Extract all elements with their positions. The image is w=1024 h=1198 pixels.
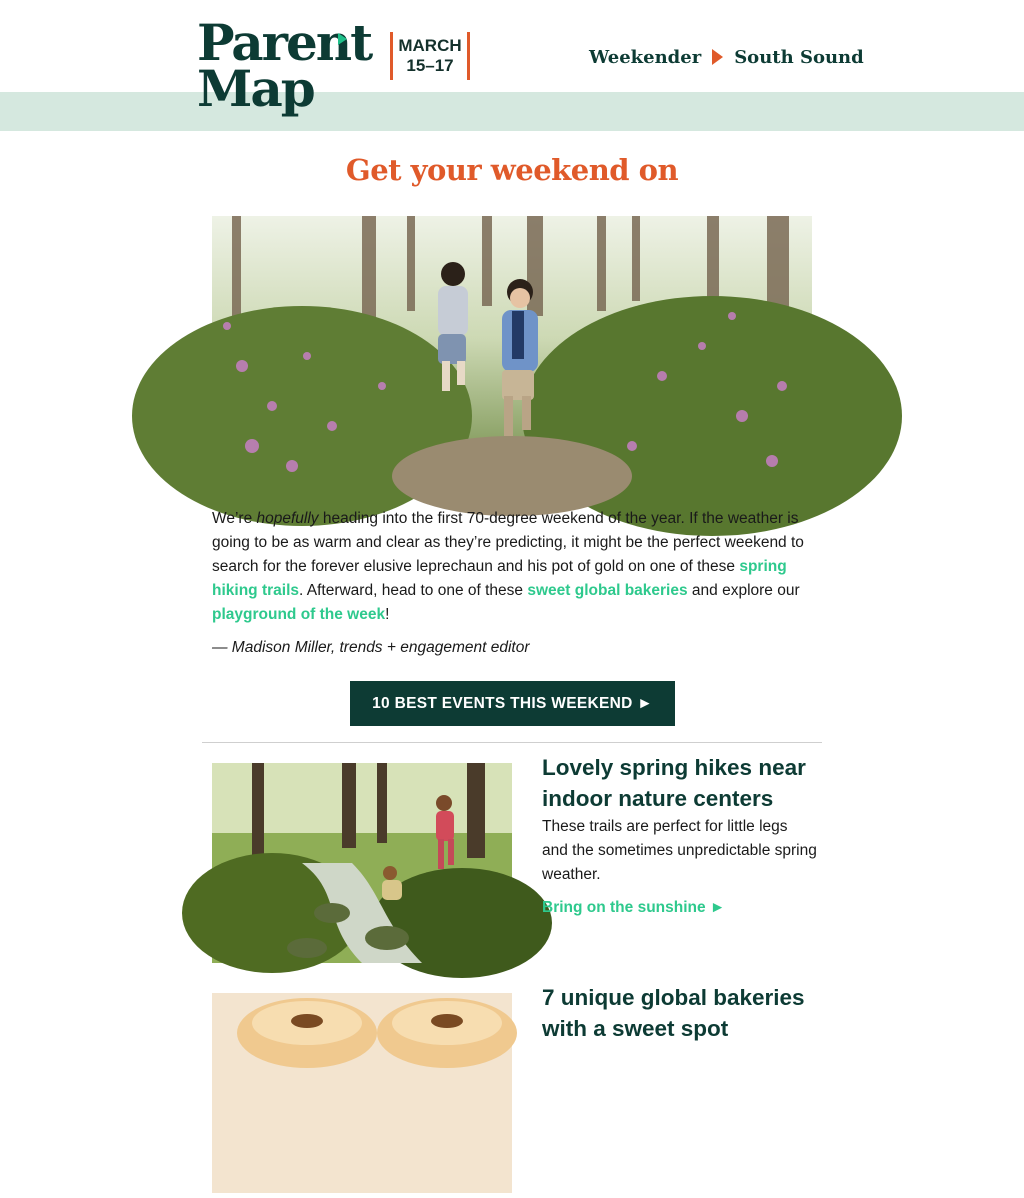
date-badge — [390, 32, 470, 80]
hero-image[interactable] — [212, 216, 812, 487]
story-title-bakeries[interactable]: 7 unique global bakeries with a sweet spot — [542, 985, 805, 1041]
header-band — [0, 92, 1024, 131]
bring-on-the-sunshine-link[interactable]: Bring on the sunshine ► — [542, 899, 726, 916]
logo-word-parent: Parent — [197, 13, 372, 72]
playground-of-the-week-link[interactable]: playground of the week — [212, 606, 386, 623]
logo-word-map: Map — [197, 59, 314, 118]
intro-text-3: . Afterward, head to one of these — [299, 582, 528, 599]
intro-italic: hopefully — [256, 510, 319, 527]
intro-paragraph — [212, 507, 816, 627]
edition-label — [589, 44, 864, 70]
date-days: 15–17 — [406, 56, 454, 75]
date-month: MARCH — [398, 36, 462, 55]
story-title-hikes[interactable]: Lovely spring hikes near indoor nature centers — [542, 755, 806, 811]
newsletter-headline: Get your weekend on — [345, 153, 679, 187]
best-events-button[interactable]: 10 BEST EVENTS THIS WEEKEND ► — [350, 681, 675, 726]
section-divider — [202, 742, 822, 743]
story-image-bakeries[interactable] — [212, 993, 512, 1193]
bakery-pastries-photo-icon — [212, 993, 512, 1193]
header — [0, 0, 1024, 131]
editor-byline: — Madison Miller, trends + engagement editor — [212, 639, 530, 656]
spring-hiking-trails-link[interactable]: spring hiking trails — [212, 558, 787, 599]
intro-text-5: ! — [385, 606, 390, 623]
logo-play-icon — [338, 33, 347, 45]
intro-text-1: We’re — [212, 510, 257, 527]
parentmap-logo[interactable] — [197, 13, 372, 120]
sweet-global-bakeries-link[interactable]: sweet global bakeries — [527, 582, 688, 599]
story-body-hikes: These trails are perfect for little legs and the sometimes unpredictable spring weather. — [542, 818, 817, 883]
edition-weekender: Weekender — [589, 46, 702, 68]
intro-text-4: and explore our — [687, 582, 800, 599]
intro-text-2: heading into the first 70-degree weekend of the year. If the weather is going to be as warm and clear as they’re predicting, it might be the perfect weekend to search for the forever elusive leprechaun and his pot of gold on one of these — [212, 510, 804, 575]
kids-running-forest-photo-icon — [212, 216, 812, 487]
kids-creek-forest-photo-icon — [212, 763, 512, 963]
edition-region: South Sound — [734, 46, 864, 68]
story-image-hikes[interactable] — [212, 763, 512, 963]
play-arrow-icon — [712, 49, 723, 65]
